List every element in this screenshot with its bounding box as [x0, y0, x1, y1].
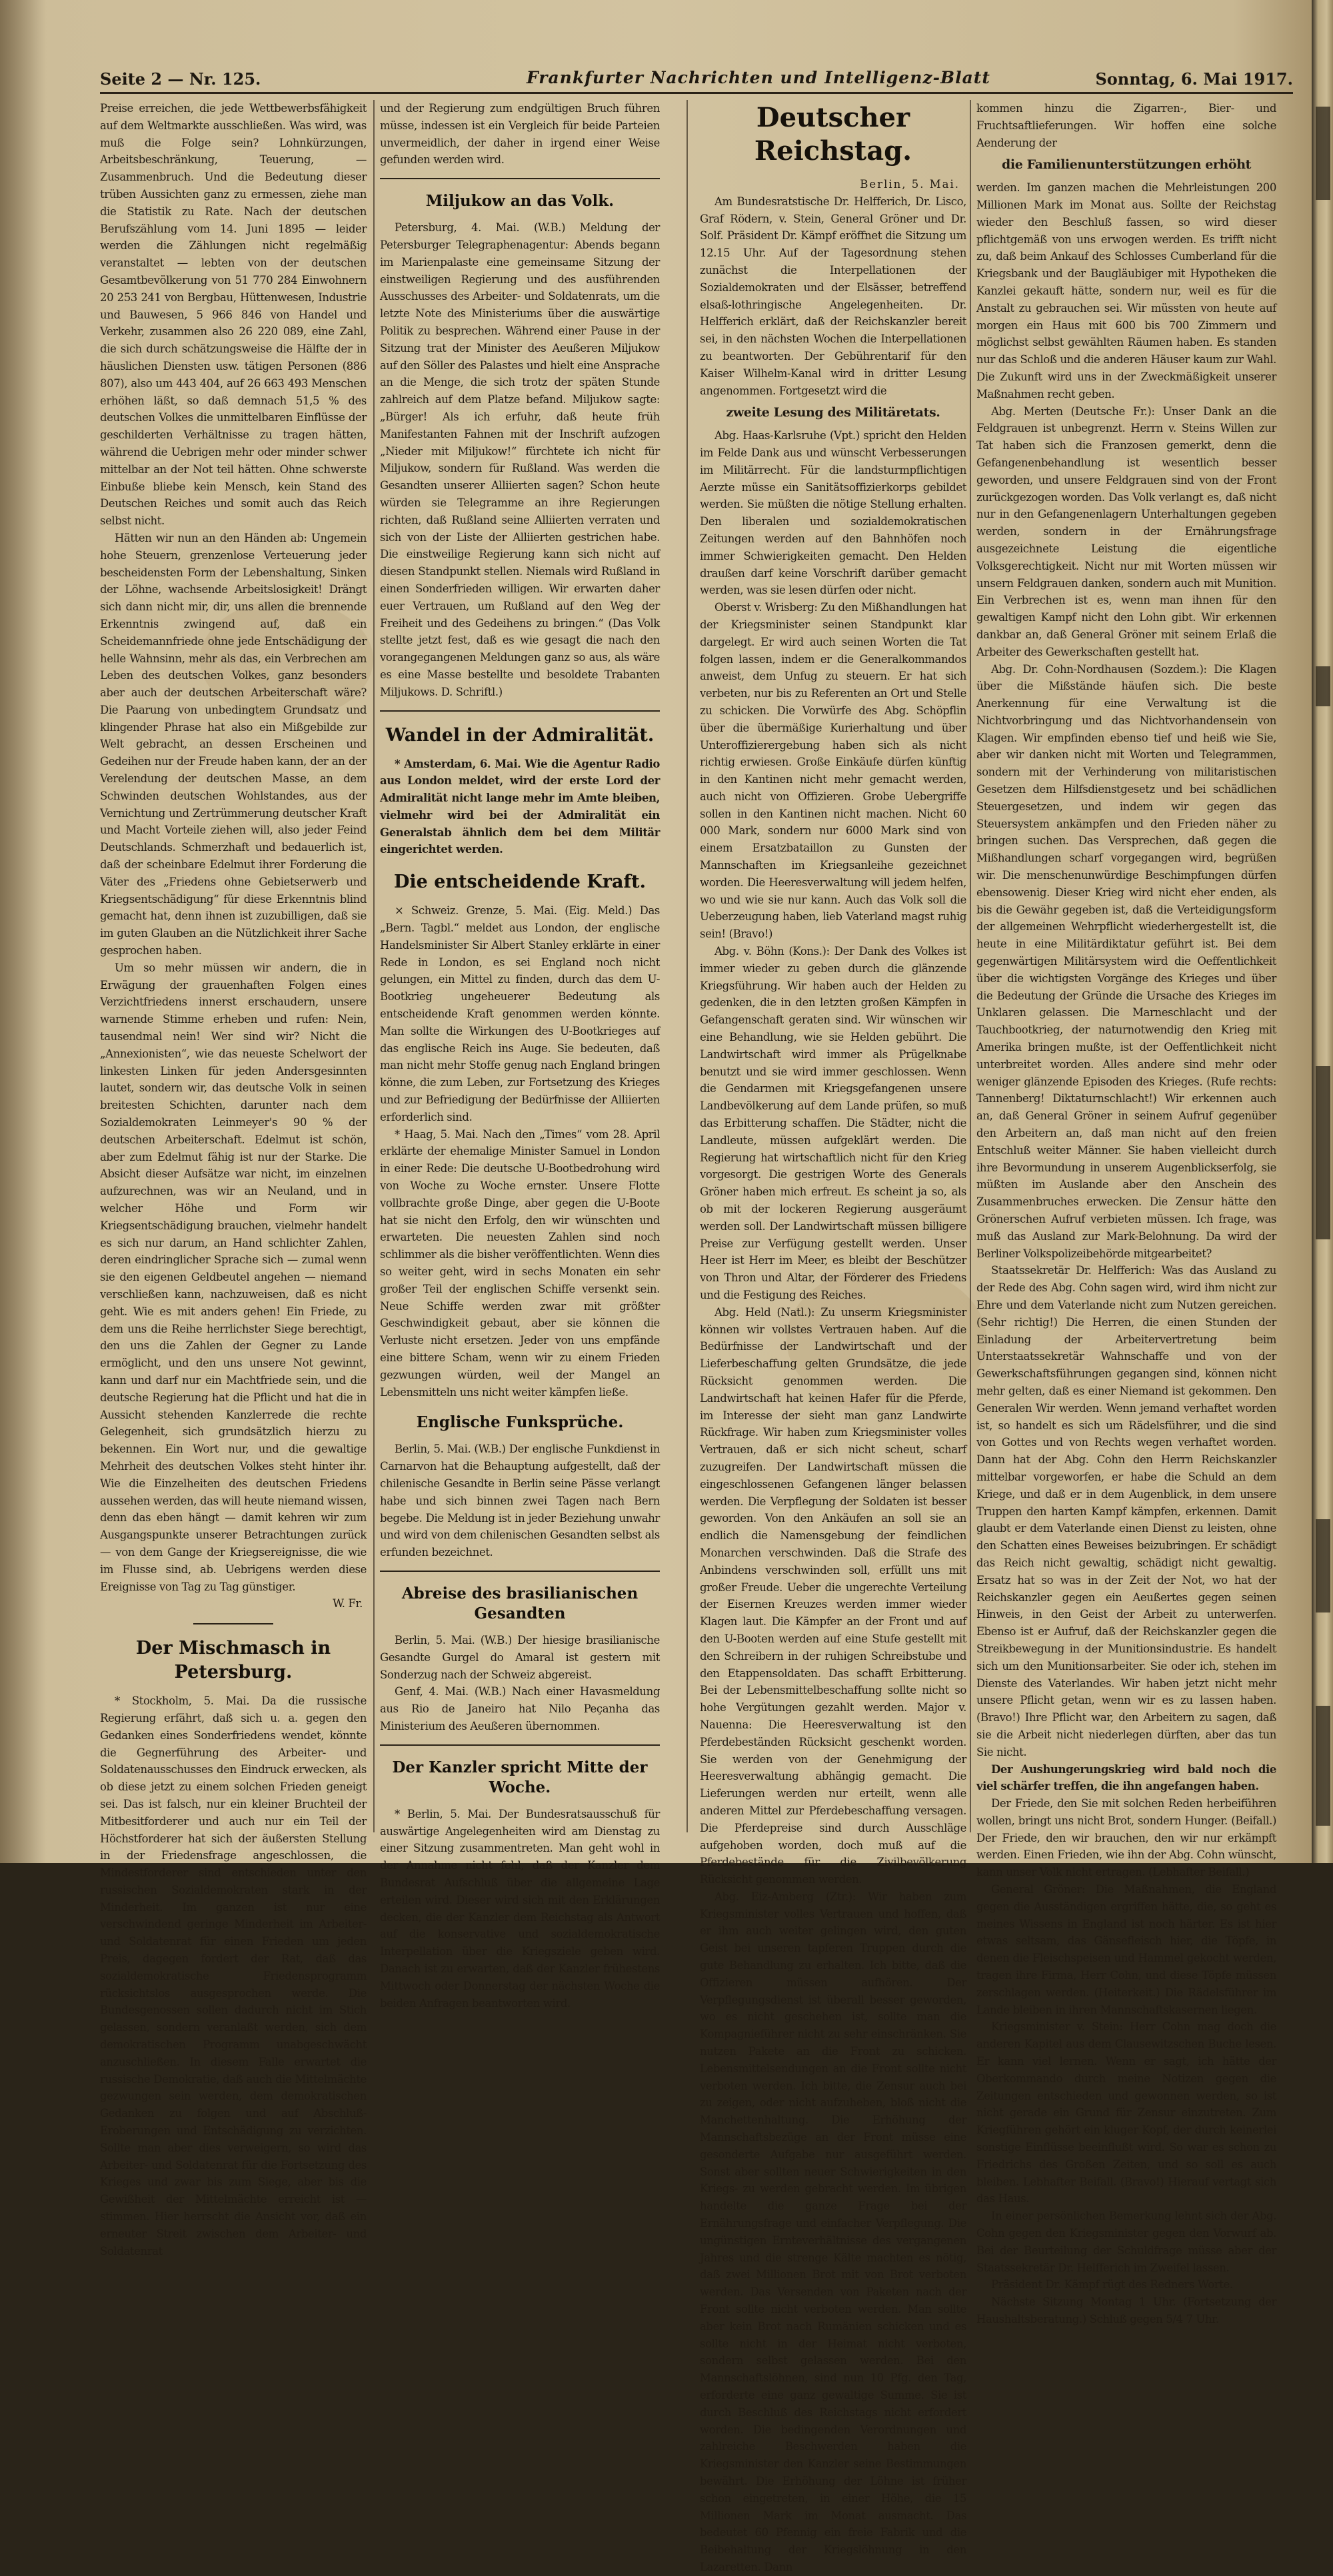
article-paragraph: kommen hinzu die Zigarren-, Bier- und Fruchtsaftlieferungen. Wir hoffen eine solche Aenderung der [976, 102, 1276, 149]
article-heading: Der Kanzler spricht Mitte der Woche. [392, 1758, 648, 1796]
article-heading: Abreise des brasilianischen Gesandten [401, 1584, 639, 1622]
column-1 [100, 100, 367, 2257]
article-paragraph: Abg. Eiz-Amberg (Ztr.): Wir haben zum Kriegsminister volles Vertrauen und hoffen, daß er ihm auch weiter gelingen wird, den guten Geist bei unseren tapferen Truppen durch die gute Behandlung zu erhalten. Ich bitte, daß die Offizieren müssen aufhören. Der Verpflegungsdienst ist überall besser geworden, wo es nicht geschehen ist, sollte man die Kompagnieführer nicht zu sehr einschränken. Sie nutzen Pakete an die Front zu schicken. Lebensmittelsendungen an die Front sollte nicht verboten werden. Ich bitte, die Zensur auch bei zu zeigen, oder nicht aufzuheben, bloß nicht die Manchettenhaltung. Die Erhöhung der Mannschaftsbezüge an der Front müsse eine gesonderte Aufgabe nur ausgeführt werden. Sonst aber sollten neuer Schwierigkeiten in den Kriegs- zu werden gebracht werden. Im übrigen handelte die ganze Frage bei der Ernährungsfrage und einfacher Verpflegung. Die ungünstigen Ernteverhältnisse des vergangenen Jahres und die strenge Kälte machten es nötig, daß zwei Millionen Brot mit von Brot verboten werden. Das Versenden von Paketen nach der Front sollte nicht verboten werden. Man sollte aber kein Brot nach Rumänien schicken und es sollte nicht in der Heimat nicht verboten, sondern selbst gelassen werden. Bei den Mannschaftslöhnen, sind nun 10 Pfg. den Tag, erforderte eine ganz gewaltige Summe. Sie ist durch Beschluß des Reichstags nicht erfordert worden. Die bedingenden Verordnungen und zahlreiche Beschwerden haben die Kriegsminister den Kanzler seine Bestimmungen bewährt. Die Erhöhung der Löhne ist früher schon eingetreten, in einer Höhe, die 15 Millionen Mark im Monat ausmacht. Das bedeutet 60 Pfennig ein freie Fabrik und die Beibehaltung der Kriegslöhnung in den Lazaretten. Dann [700, 1890, 966, 2573]
article-paragraph: Oberst v. Wrisberg: Zu den Mißhandlungen hat der Kriegsminister seinen Standpunkt klar dargelegt. Er wird auch seinen Worten die Tat folgen lassen, indem er die Generalkommandos anweist, dem Unfug zu steuern. Er hat sich verbeten, nur bis zu Referenten an Ort und Stelle zu schicken. Die Vorwürfe des Abg. Schöpflin über die übermäßige Kurierhaltung und über Unteroffizierergebung haben sich als nicht richtig erwiesen. Große Einkäufe dürfen künftig in den Kantinen nicht mehr gemacht werden, auch nicht von Offizieren. Grobe Uebergriffe sollen in den Kantinen nicht machen. Nicht 60 000 Mark, sondern nur 6000 Mark sind von einem Ersatzbataillon zu Gunsten der Mannschaften im Kriegsanleihe gezeichnet worden. Die Heeresverwaltung will jedem helfen, wo und wie sie nur kann. Auch das Volk soll die Ueberzeugung haben, lieb Vaterland magst ruhig sein! (Bravo!) [700, 601, 966, 941]
column-2 [380, 100, 660, 2010]
separator-rule [380, 710, 660, 712]
article-paragraph: Präsident Dr. Kämpf rügt des Redners Worte. [991, 2278, 1233, 2291]
article-paragraph: Abg. Haas-Karlsruhe (Vpt.) spricht den Helden im Felde Dank aus und wünscht Verbesserungen im Militärrecht. Für die landsturmpflichtigen Aerzte müsse ein Sanitätsoffizierkorps gebildet werden. Sie müßten die nötige Stellung erhalten. Den liberalen und sozialdemokratischen Zeitungen werden auf den Bahnhöfen noch immer Schwierigkeiten gemacht. Den Helden draußen darf keine Vorschrift darüber gemacht werden, was sie lesen dürfen oder nicht. [700, 429, 966, 597]
article-paragraph: × Schweiz. Grenze, 5. Mai. (Eig. Meld.) Das „Bern. Tagbl.“ meldet aus London, der englische Handelsminister Sir Albert Stanley erklärte in einer Rede in London, es sei England noch nicht gelungen, ein Mittel zu finden, durch das dem U-Bootkrieg ungeheuerer Bedeutung als entscheidende Kraft genommen werden könnte. Man sollte die Wirkungen des U-Bootkrieges auf das englische Reich ins Auge. Sie bedeuten, daß man nicht mehr Stoffe genug nach England bringen könne, die zum Leben, zur Fortsetzung des Krieges und zur Befriedigung der Bedürfnisse der Alliierten erforderlich sind. [380, 904, 660, 1123]
ink-block [1316, 666, 1330, 706]
article-heading: Die entscheidende Kraft. [393, 872, 647, 893]
article-paragraph: Um so mehr müssen wir andern, die in Erwägung der grauenhaften Folgen eines Verzichtfriedens innerst erschaudern, unsere warnende Stimme erheben und rufen: Nein, tausendmal nein! Wer sind wir? Nicht die „Annexionisten“, wie das neueste Schelwort der linkesten Linken für jeden Andersgesinnten lautet, sondern wir, das deutsche Volk in seinen breitesten Schichten, darunter nach dem Sozialdemokraten Leinmeyer's 90 % der deutschen Arbeiterschaft. Edelmut ist schön, aber zum Edelmut fähig ist nur der Starke. Die Absicht dieser Aufsätze war nicht, im einzelnen aufzurechnen, was wir an Neuland, und in welcher Höhe und Form wir Kriegsentschädigung brauchen, vielmehr handelt es sich nur darum, an Hand schlichter Zahlen, deren eindringlicher Sprache sich — zumal wenn sie den eigenen Geldbeutel angehen — niemand verschließen kann, nachzuweisen, daß es nicht geht. Wie es mit anders gehen! Ein Friede, zu dem uns die Reihe herrlichster Siege berechtigt, den uns die Zahlen der Gegner zu Lande ermöglicht, und den uns unsere Not gewinnt, kann und darf nur ein Machtfriede sein, und die deutsche Regierung hat die Pflicht und hat die in Aussicht stehenden Kanzlerrede die rechte Gelegenheit, sich grundsätzlich hierzu zu bekennen. Ein Wort nur, und die gewaltige Mehrheit des deutschen Volkes steht hinter ihr. Wie die Einzelheiten des deutschen Friedens aussehen werden, das will heute niemand wissen, denn das eben hängt — damit kehren wir zum Ausgangspunkte unserer Betrachtungen zurück — von dem Gange der Kriegsereignisse, die wie im Flusse sind, ab. Uebrigens werden diese Ereignisse von Tag zu Tag günstiger. [100, 961, 367, 1593]
article-paragraph: Berlin, 5. Mai. (W.B.) Der hiesige brasilianische Gesandte Gurgel do Amaral ist gestern mit Sonderzug nach der Schweiz abgereist. [380, 1633, 660, 1681]
article-paragraph: Der Aushungerungskrieg wird bald noch die viel schärfer treffen, die ihn angefangen haben. [976, 1762, 1276, 1793]
ink-block [1316, 1066, 1330, 1239]
article-paragraph: Abg. v. Böhn (Kons.): Der Dank des Volkes ist immer wieder zu geben durch die glänzende Kriegsführung. Wir haben auch der Helden zu gedenken, die in den letzten großen Kämpfen in Gefangenschaft geraten sind. Wir wünschen wir eine Behandlung, wie sie Helden gebührt. Die Landwirtschaft wird immer als Prügelknabe benutzt und sie wird immer geschlossen. Wenn die Gendarmen mit Kriegsgefangenen unsere Landbevölkerung auf dem Lande prüfen, so muß das Erbitterung schaffen. Die Städter, nicht die Landleute, müssen aufgeklärt werden. Die Regierung hat wirtschaftlich nicht für den Krieg vorgesorgt. Die gestrigen Worte des Generals Gröner haben mich erfreut. Es scheint ja so, als ob mit der lockeren Regierung ausgeräumt werden soll. Der Landwirtschaft müssen billigere Preise zur Verfügung gestellt werden. Unser Heer ist Herr im Meer, es bleibt der Beschützer von Thron und Altar, der Förderer des Friedens und die Festigung des Reiches. [700, 945, 966, 1301]
article-paragraph: Genf, 4. Mai. (W.B.) Nach einer Havasmeldung aus Rio de Janeiro hat Nilo Peçanha das Ministerium des Aeußeren übernommen. [380, 1685, 660, 1732]
article-paragraph: Abg. Dr. Cohn-Nordhausen (Sozdem.): Die Klagen über die Mißstände häufen sich. Die beste Anerkennung für eine Verwaltung ist die Nichtvorbringung und das Nichtvorhandensein von Klagen. Wir empfinden ebenso tief und heiß wie Sie, aber wir danken nicht mit Worten und Telegrammen, sondern mit der Verhinderung von militaristischen Gesetzen dem Hilfsdienstgesetz und bei schädlichen Steuergesetzen, und indem wir gegen das Steuersystem ankämpfen und den Frieden näher zu bringen suchen. Das Versprechen, daß gegen die Mißhandlungen scharf vorgegangen wird, begrüßen wir. Die menschenunwürdige Beschimpfungen dürfen ebensowenig. Dieser Krieg wird nicht eher enden, als bis die Gewähr gegeben ist, daß die Verteidigungsform der allgemeinen Wehrpflicht wiederhergestellt ist, die heute in eine Militärdiktatur geführt ist. Bei dem gegenwärtigen Militärsystem wird die Oeffentlichkeit über die wichtigsten Vorgänge des Krieges und über die Bedeutung der Gründe die Ursache des Krieges im Unklaren gelassen. Die Marneschlacht und der Tauchbootkrieg, der naturnotwendig den Krieg mit Amerika bringen mußte, ist der Oeffentlichkeit nicht unterbreitet worden. Alles andere sind mehr oder weniger glänzende Episoden des Krieges. (Rufe rechts: Tannenberg! Diktaturnschlacht!) Wir erkennen auch an, daß General Gröner in seinem Aufruf gegenüber den Arbeitern an, daß man nicht auf den freien Entschluß weiter Männer. Sie haben vielleicht durch ihre Bevormundung in unserem Augenblickserfolg, sie müßten im Auslande aber den Anschein des Zusammenbruches erwecken. Die Zensur hätte den Grönerschen Aufruf verbieten müssen. Ich frage, was muß das Ausland zur Mark-Belohnung. Da wird der Berliner Volkspolizeibehörde mitgearbeitet? [976, 662, 1276, 1260]
article-paragraph: In einer persönlichen Bemerkung lehnt sich der Abg. Cohn gegen den Kriegsminister gegen den Vorwurf ab. Bei der Beurteilung der Schuldfrage müsse aber der Staatssekretär Dr. Helfferich im Zweifel lassen. [976, 2210, 1276, 2274]
article-paragraph: Kriegsminister v. Stein: Herr Cohn mag doch die anderen Kapitel aus dem Clausewitzschen Buche lesen. Er kann viel lernen. Wenn er sagt, ich hätte der Oberkommando durch meine Notizen gegen die Zeitungen entschieden und gewonnen werden, so ist nicht gerade ein Grund für Zensur einzutreten. Zum Kriegführen gehört ein kluger Kopf, der durch keinerlei sonstige Einflüsse beeinflußt wird. So war es schon zu Friedrichs des Großen Zeiten, und so soll es auch bleiben. Lebhafter Beifall. (Bravo!) Hierauf vertagt sich das Haus. [976, 2020, 1276, 2206]
page-number: Seite 2 — Nr. 125. [100, 69, 261, 89]
column-4 [976, 100, 1276, 2325]
article-paragraph: Petersburg, 4. Mai. (W.B.) Meldung der Petersburger Telegraphenagentur: Abends begann im Marienpalaste eine gemeinsame Sitzung der einstweiligen Regierung und des ausführenden Ausschusses des Arbeiter- und Soldatenrats, um die letzte Note des Ministeriums über die auswärtige Politik zu besprechen. Während einer Pause in der Sitzung trat der Minister des Aeußeren Miljukow auf den Söller des Palastes und hielt eine Ansprache an die Menge, die sich trotz der späten Stunde zahlreich auf dem Platze befand. Miljukow sagte: „Bürger! Als ich erfuhr, daß heute früh Manifestanten Fahnen mit der Inschrift aufzogen „Nieder mit Miljukow!“ fürchtete ich nicht für Miljukow, sondern für Rußland. Was werden die Gesandten unserer Alliierten sagen? Schon heute würden sie Telegramme an ihre Regierungen richten, daß Rußland seine Alliierten verraten und sich von der Liste der Alliierten gestrichen habe. Die einstweilige Regierung kann sich nicht auf diesen Standpunkt stellen. Niemals wird Rußland in einen Sonderfrieden willigen. Wir erwarten daher euer Vertrauen, um Rußland auf den Weg der Freiheit und des Gedeihens zu bringen.“ (Das Volk stellte jetzt fest, daß es wie gesagt die nach den vorangegangenen Meldungen ganz so aus, als wäre es eine Masse bestellte und besoldete Trabanten Miljukows. D. Schriftl.) [380, 221, 660, 698]
ink-block [1316, 1519, 1330, 1612]
article-heading: Deutscher Reichstag. [754, 102, 912, 167]
article-paragraph: Am Bundesratstische Dr. Helfferich, Dr. Lisco, Graf Rödern, v. Stein, General Gröner und Dr. Solf. Präsident Dr. Kämpf eröffnet die Sitzung um 12.15 Uhr. Auf der Tagesordnung stehen zunächst die Interpellationen der Sozialdemokraten und der Elsässer, betreffend elsaß-lothringische Angelegenheiten. Dr. Helfferich erklärt, daß der Reichskanzler bereit sei, in den nächsten Wochen die Interpellationen zu beantworten. Der Gebührentarif für den Kaiser Wilhelm-Kanal wird in dritter Lesung angenommen. Fortgesetzt wird die [700, 195, 966, 397]
column-rule [373, 100, 375, 1832]
column-rule [970, 100, 971, 1832]
column-rule [686, 100, 688, 1832]
article-heading: Miljukow an das Volk. [425, 192, 615, 211]
ink-block [1316, 1706, 1330, 1826]
page-fold-shadow [0, 0, 47, 1863]
article-paragraph: * Haag, 5. Mai. Nach den „Times“ vom 28. April erklärte der ehemalige Minister Samuel in London in einer Rede: Die deutsche U-Bootbedrohung wird von Woche zu Woche ernster. Unsere Flotte vollbrachte große Dinge, aber gegen die U-Boote hat sie nicht den Erfolg, den wir wünschten und erwarteten. Die neuesten Zahlen sind noch schlimmer als die bisher veröffentlichten. Wenn dies so weiter geht, wird in sechs Monaten ein sehr großer Teil der englischen Schiffe versenkt sein. Neue Schiffe werden zwar mit größter Geschwindigkeit gebaut, aber sie können die Verluste nicht ersetzen. Jeder von uns empfände eine bittere Scham, wenn wir zu einem Frieden gezwungen würden, weil der Mangel an Lebensmitteln uns nicht weiter kämpfen ließe. [380, 1127, 660, 1399]
adjacent-page-edge [1312, 0, 1333, 1863]
dateline: Berlin, 5. Mai. [860, 178, 960, 191]
header-rule [100, 92, 1293, 94]
article-paragraph: Der Friede, den Sie mit solchen Reden herbeiführen wollen, bringt uns nicht Brot, sondern Hunger. (Beifall.) Der Friede, den wir brauchen, den wir nur erkämpft werden. Einen Frieden, wie ihn der Abg. Cohn wünscht, kann unser Volk nicht ertragen. (Lebhafter Beifall.) [976, 1797, 1276, 1879]
article-paragraph: * Amsterdam, 6. Mai. Wie die Agentur Radio aus London meldet, wird der erste Lord der Admiralität nicht lange mehr im Amte bleiben, vielmehr wird bei der Admiralität ein Generalstab ähnlich dem bei dem Militär eingerichtet werden. [380, 757, 660, 856]
masthead: Frankfurter Nachrichten und Intelligenz-Blatt [527, 68, 990, 87]
article-paragraph: Abg. Merten (Deutsche Fr.): Unser Dank an die Feldgrauen ist unbegrenzt. Herrn v. Steins Willen zur Tat haben sich die Franzosen gemerkt, denn die Gefangenenbehandlung ist wesentlich besser geworden, und unsere Feldgrauen sind von der Front zurückgezogen worden. Das Volk verlangt es, daß nicht nur in den Gefangenenlagern Unterhaltungen gegeben werden, sondern in der Ernährungsfrage ausgezeichnete Leistung die eigentliche Volksgerechtigkeit. Nicht nur mit Worten müssen wir unsern Feldgrauen danken, sondern auch mit Munition. Ein Verbrechen ist es, wenn man ihnen für den gewaltigen Kampf nicht den Lohn gibt. Wir erkennen dankbar an, daß General Gröner mit seinem Erlaß die Arbeiter des Gewerkschaften gestellt hat. [976, 404, 1276, 658]
ink-block [1316, 107, 1330, 200]
subheading: die Familienunterstützungen erhöht [1002, 157, 1251, 173]
article-paragraph: werden. Im ganzen machen die Mehrleistungen 200 Millionen Mark im Monat aus. Sollte der Reichstag wieder den Beschluß fassen, so wird dieser pflichtgemäß von uns erwogen werden. Es trifft nicht zu, daß beim Ankauf des Schlosses Cumberland für die Kriegsbank und der Baugläubiger mit Hypotheken die Kanzlei gekauft hätte, sondern nur, weil es für die Anstalt zu gebrauchen sei. Wir müssten von heute auf morgen ein Haus mit 600 bis 700 Zimmern und möglichst selbst gewählten Räumen haben. Es standen nur das Schloß und die anderen Häuser kaum zur Wahl. Die Zukunft wird uns in der Zweckmäßigkeit unserer Maßnahmen recht geben. [976, 181, 1276, 400]
issue-date: Sonntag, 6. Mai 1917. [1095, 69, 1293, 89]
article-paragraph: und der Regierung zum endgültigen Bruch führen müsse, indessen ist ein Vergleich für beide Parteien unvermeidlich, der daher in irgend einer Weise gefunden werden wird. [380, 102, 660, 167]
article-heading: Englische Funksprüche. [416, 1413, 624, 1432]
article-paragraph: Nächste Sitzung Montag 1 Uhr. (Fortsetzung der Haushaltsberatung.) Schluß gegen 5/4 7 Uhr. [976, 2295, 1276, 2325]
author-signature: W. Fr. [333, 1597, 363, 1610]
separator-rule [380, 1744, 660, 1746]
separator-rule [380, 178, 660, 179]
page-header [100, 67, 1293, 91]
article-paragraph: * Stockholm, 5. Mai. Da die russische Regierung erfährt, daß sich u. a. gegen den Gedanken eines Sonderfriedens wendet, könnte die Gegnerführung des Arbeiter- und Soldatenausschusses den Eindruck erwecken, als ob diese jetzt zu einem solchen Frieden geneigt sei. Das ist falsch, nur ein kleiner Bruchteil der Mitbesitforderer und auch nur ein Teil der Höchstforderer hat sich der äußersten Stellung in der Friedensfrage angeschlossen, die Mindestforderer sind entschieden unter den russischen Sozialdemokraten stark in der Minderheit. Im ganzen ist nur eine verschwindend geringe Minderheit im Arbeiter- und Soldatenrat für einen Frieden um jeden Preis, dagegen fordert der Rat, daß das sozialdemokratische Friedensprogramm rücksichtslos ausgesprochen werde. Die Bundesgenossen sollen dadurch nicht im Stich gelassen, sondern veranlaßt werden, sich dem demokratischen Programm unabgeschwächt anzuschließen. In diesem Falle erwartet die russische Demokratie, daß auch die Mittelmächte gezwungen sein werden, dem demokratischen Gedanken zu folgen und auf Abschluß-Eroberungen und Entschädigung zu verzichten. Sollte man aber dies verweigern, so wird das Arbeiter- und Soldatenrat für die Fortsetzung des Krieges und zwar bis zum Siege, aber bis die Gewißheit der Mittelmächte erreicht ist — stimmen. Hier herrscht die Ansicht vor, daß ein erneuter Streit zwischen dem Arbeiter- und Soldatenrat [100, 1694, 367, 2257]
article-paragraph: General Gröner: Die Maßnahmen, die England gegen die Ausständigen ergriffen hätte, die, so geht es meines Wissens in England ist noch härter. Es ist hier etwas seltsam, das Gänsefleisch hier, die Töpfe, in denen die Fleischspeisen und Hammel gekocht werden, tragen ihre Firma, Herr Cohn, und diese Töpfe müssen zerschlagen werden. (Heiterkeit.) Die Rädelsführer im Lande bleiben in ihren Mannschaftskasernen liegen. [976, 1883, 1276, 2016]
article-paragraph: Hätten wir nun an den Händen ab: Ungemein hohe Steuern, grenzenlose Verteuerung jeder bescheidensten Form der Lebenshaltung, Sinken der Löhne, wachsende Arbeitslosigkeit! Drängt sich dann nicht mir, dir, uns allen die brennende Erkenntnis zwingend auf, daß ein Scheidemannfriede ohne jede Entschädigung der helle Wahnsinn, mehr als das, ein Verbrechen am Leben des deutschen Volkes, ganz besonders aber auch der deutschen Arbeiterschaft wäre? Die Paarung von unbedingtem Grundsatz und klingender Phrase hat also ein Mißgebilde zur Welt gebracht, an dessen Erscheinen und Gedeihen nur der Freude haben kann, der an der Verelendung der deutschen Masse, an dem Schwinden deutschen Wohlstandes, aus der Vernichtung und Zertrümmerung deutscher Kraft und Macht Vorteile ziehen will, also jeder Feind Deutschlands. Schmerzhaft und bedauerlich ist, daß der scheinbare Edelmut ihrer Forderung die Väter des „Friedens ohne Gebietserwerb und Kriegsentschädigung“ für diese Erkenntnis blind gemacht hat, denn ihnen ist zuzubilligen, daß sie im guten Glauben an die Nützlichkeit ihrer Sache gesprochen haben. [100, 531, 367, 958]
separator-rule [193, 1623, 273, 1624]
article-paragraph: Preise erreichen, die jede Wettbewerbsfähigkeit auf dem Weltmarkte ausschließen. Was wird, was muß die Folge sein? Lohnkürzungen, Arbeitsbeschränkung, Teuerung, — Zusammenbruch. Und die Bedeutung dieser trüben Aussichten ganz zu ermessen, ziehe man die Statistik zu Rate. Nach der deutschen Berufszählung vom 14. Juni 1895 — leider werden die Zählungen nicht regelmäßig veranstaltet — lebten von der deutschen Gesamtbevölkerung von 51 770 284 Einwohnern 20 253 241 von Bergbau, Hüttenwesen, Industrie und Bauwesen, 5 966 846 von Handel und Verkehr, zusammen also 26 220 089, eine Zahl, die sich durch schätzungsweise die Hälfte der in häuslichen Diensten usw. tätigen Personen (886 807), also um 443 404, auf 26 663 493 Menschen erhöhen läßt, so daß demnach 51,5 % des deutschen Volkes die unmittelbaren Einflüsse der geschilderten Verhältnisse zu tragen hätten, während die Uebrigen mehr oder minder schwer mittelbar an der Not teil hätten. Ohne schwerste Einbuße bliebe kein Mensch, kein Stand des Deutschen Reiches und somit auch das Reich selbst nicht. [100, 102, 367, 528]
article-paragraph: Abg. Held (Natl.): Zu unserm Kriegsminister können wir vollstes Vertrauen haben. Auf die Bedürfnisse der Landwirtschaft und der Lieferbeschaffung gelten Grundsätze, die jede Rücksicht genommen werden. Die Landwirtschaft hat keinen Hafer für die Pferde, im Interesse der sieht man ganz Landwirte Rückfrage. Wir haben zum Kriegsminister volles Vertrauen, daß er sich nicht scheut, scharf zuzugreifen. Der Landwirtschaft müssen die eingeschlossenen Gefangenen länger belassen werden. Die Verpflegung der Soldaten ist besser geworden. Von den Ankäufen an soll sie an endlich die Namensgebung der feindlichen Monarchen verschwinden. Daß die Strafe des Anbindens verschwinden soll, erfüllt uns mit großer Freude. Ueber die ungerechte Verteilung der Eisernen Kreuzes werden immer wieder Klagen laut. Die Kämpfer an der Front und auf den U-Booten werden auf eine Stufe gestellt mit den Schreibern in der ruhigen Schreibstube und den Etappensoldaten. Das schafft Erbitterung. Bei der Lebensmittelbeschaffung sollte nicht so hohe Vergütungen gezahlt werden. Major v. Nauenna: Die Heeresverwaltung ist den Pferdebeständen Rücksicht geschenkt worden. Sie werden von der Genehmigung der Heeresverwaltung abhängig gemacht. Die Lieferungen werden nur erteilt, wenn alle anderen Mittel zur Pferdebeschaffung versagen. Die Pferdepreise sind durch Ausschläge aufgehoben worden, doch muß auf die Pferdebestände für die Zivilbevölkerung Rücksicht genommen werden. [700, 1305, 966, 1886]
article-paragraph: * Berlin, 5. Mai. Der Bundesratsausschuß für auswärtige Angelegenheiten wird am Dienstag zu einer Sitzung zusammentreten. Man geht wohl in der Annahme nicht fehl, daß der Kanzler dem Bundesrat Aufschluß über die allgemeine Lage erteilen wird. Dieser wird sich mit den Erklärungen decken, die der Kanzler dem Reichstag als Antwort auf die konservative und sozialdemokratische Interpellation über die Kriegsziele geben wird. Danach ist zu erwarten, daß der Kanzler frühestens Mittwoch oder Donnerstag der nächsten Woche die beiden Anfragen beantworten wird. [380, 1807, 660, 2010]
article-paragraph: Berlin, 5. Mai. (W.B.) Der englische Funkdienst in Carnarvon hat die Behauptung aufgestellt, daß der chilenische Gesandte in Berlin seine Pässe verlangt habe und sich binnen zwei Tagen nach Bern begebe. Die Meldung ist in jeder Beziehung unwahr und wird von dem chilenischen Gesandten selbst als erfunden bezeichnet. [380, 1443, 660, 1559]
separator-rule [380, 1571, 660, 1572]
article-heading: Wandel in der Admiralität. [385, 724, 655, 746]
article-paragraph: Staatssekretär Dr. Helfferich: Was das Ausland zu der Rede des Abg. Cohn sagen wird, wird ihm nicht zur Ehre und dem Vaterlande nicht zum Nutzen gereichen. (Sehr richtig!) Die Herren, die einen Stunden der Einladung der Arbeitervertretung beim Unterstaatssekretär Wahnschaffe und von der Gewerkschaftsführungen gegangen sind, können nicht mehr gelten, daß es einer Niemand ist gekommen. Den Generalen Wir werden. Wenn jemand verhaftet worden ist, so handelt es sich um Rädelsführer, und die sind von Gottes und von Rechts wegen verhaftet worden. Dann hat der Abg. Cohn den Herrn Reichskanzler mittelbar vorgeworfen, er habe die Schuld an dem Kriege, und daß er in dem Augenblick, in dem unsere Truppen den harten Kampf kämpfen, erkennen. Damit glaubt er dem Vaterlande einen Dienst zu leisten, ohne den Schatten eines Beweises beizubringen. Er schädigt das Reich nicht gewaltig, schädigt nicht gewaltig. Ersatz hat so was in der Zeit der Not, wo hat der Reichskanzler gegen ein Aeußertes gegen seinen Hinweis, in den Geist der Arbeit zu unterwerfen. Ebenso ist er Aufruf, daß der Reichskanzler gegen die Streikbewegung in der Munitionsindustrie. Es handelt sich um den Munitionsarbeiter. Sie oder ich, stehen im Dienste des Vaterlandes. Wir haben jetzt nicht mehr unsere Pflicht getan, wenn wir es zu lassen haben. (Bravo!) Ihre Pflicht war, den Arbeitern zu sagen, daß sie die Arbeit nicht niederlegen dürften, aber das tun Sie nicht. [976, 1264, 1276, 1758]
subheading: zweite Lesung des Militäretats. [726, 405, 940, 420]
article-heading: Der Mischmasch in Petersburg. [135, 1638, 331, 1683]
column-3 [700, 100, 966, 2573]
